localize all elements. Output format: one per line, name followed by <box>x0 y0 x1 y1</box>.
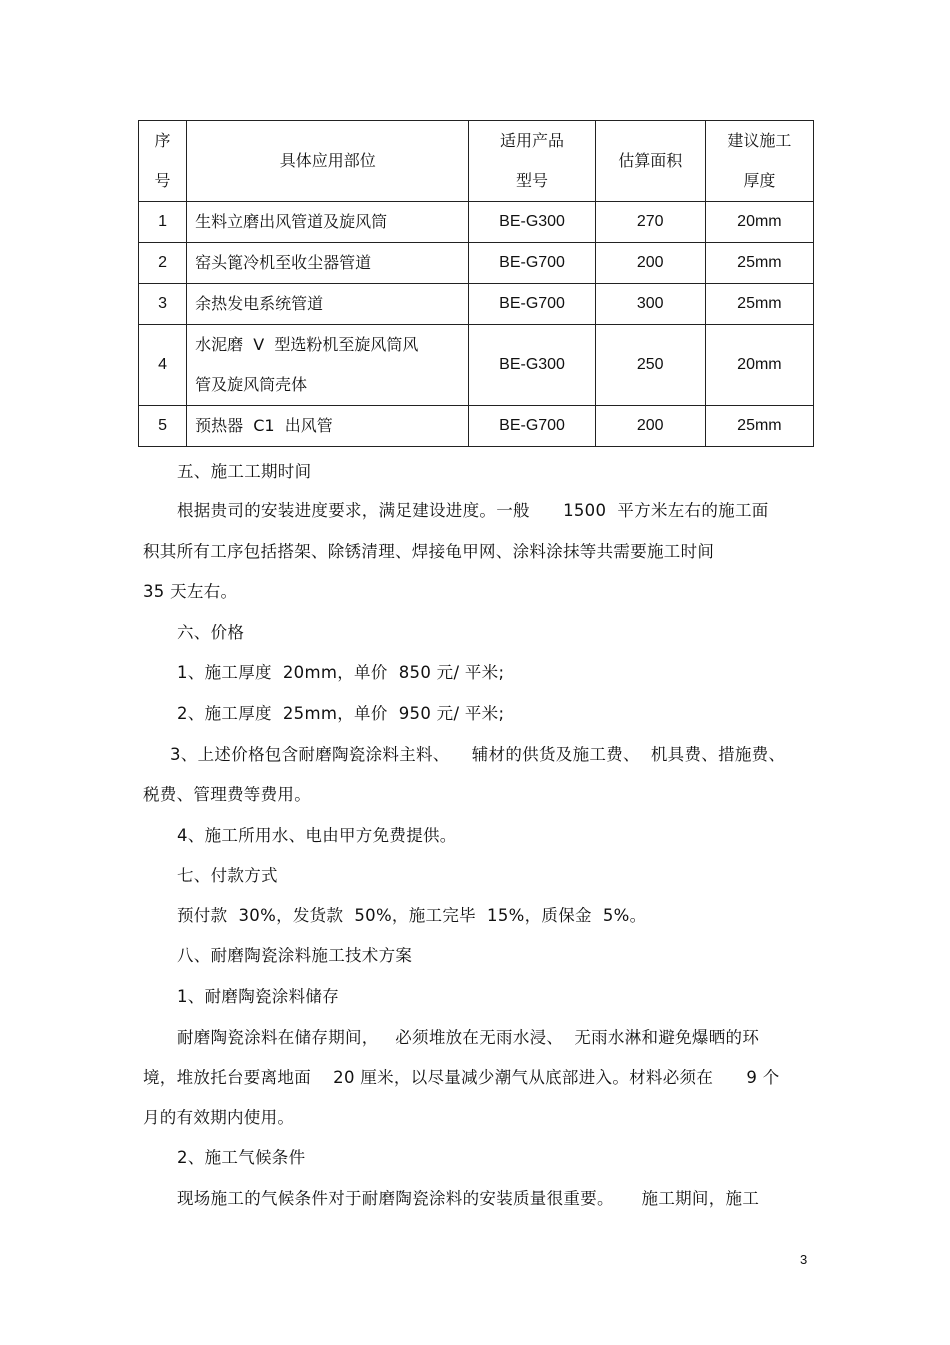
price-item: 2、施工厚度 25mm，单价 950 元/ 平米; <box>177 704 505 723</box>
cell-no: 2 <box>139 243 187 284</box>
page-number: 3 <box>800 1252 808 1267</box>
header-thickness <box>705 121 813 202</box>
cell-area: 270 <box>595 202 705 243</box>
cell-model: BE-G300 <box>469 325 595 406</box>
paragraph-line: 耐磨陶瓷涂料在储存期间， 必须堆放在无雨水浸、 无雨水淋和避免爆晒的环 <box>177 1028 760 1047</box>
section-heading-payment: 七、付款方式 <box>177 866 278 885</box>
paragraph-line: 现场施工的气候条件对于耐磨陶瓷涂料的安装质量很重要。 施工期间，施工 <box>177 1189 760 1208</box>
table-row <box>139 243 814 284</box>
header-part: 具体应用部位 <box>187 121 469 202</box>
cell-thickness: 25mm <box>705 284 813 325</box>
table-row <box>139 406 814 447</box>
header-thickness-line2: 厚度 <box>743 171 776 190</box>
cell-part <box>187 325 469 406</box>
cell-part: 预热器 C1 出风管 <box>187 406 469 447</box>
header-model-line2: 型号 <box>516 171 549 190</box>
cell-area: 300 <box>595 284 705 325</box>
cell-part: 窑头篦冷机至收尘器管道 <box>187 243 469 284</box>
paragraph-line: 境，堆放托台要离地面 20 厘米，以尽量减少潮气从底部进入。材料必须在 9 个 <box>143 1068 780 1087</box>
section-heading-plan: 八、耐磨陶瓷涂料施工技术方案 <box>177 946 413 965</box>
cell-model: BE-G700 <box>469 284 595 325</box>
paragraph-line: 预付款 30%，发货款 50%，施工完毕 15%，质保金 5%。 <box>177 906 647 925</box>
header-model-line1: 适用产品 <box>500 131 565 150</box>
cell-no: 5 <box>139 406 187 447</box>
cell-thickness: 20mm <box>705 325 813 406</box>
header-thickness-line1: 建议施工 <box>727 131 792 150</box>
table-row <box>139 284 814 325</box>
price-item: 1、施工厚度 20mm，单价 850 元/ 平米; <box>177 663 505 682</box>
table-row <box>139 325 814 406</box>
cell-part: 生料立磨出风管道及旋风筒 <box>187 202 469 243</box>
cell-area: 200 <box>595 406 705 447</box>
section-heading-price: 六、价格 <box>177 623 245 642</box>
cell-thickness: 25mm <box>705 243 813 284</box>
cell-model: BE-G300 <box>469 202 595 243</box>
paragraph-line: 月的有效期内使用。 <box>143 1108 295 1127</box>
cell-thickness: 20mm <box>705 202 813 243</box>
cell-no: 3 <box>139 284 187 325</box>
header-area: 估算面积 <box>595 121 705 202</box>
paragraph-line: 税费、管理费等费用。 <box>143 785 311 804</box>
header-no <box>139 121 187 202</box>
cell-part-line1: 水泥磨 V 型选粉机至旋风筒风 <box>195 335 419 354</box>
cell-part-line2: 管及旋风筒壳体 <box>195 375 308 394</box>
subsection-heading: 2、施工气候条件 <box>177 1148 306 1167</box>
paragraph-line: 35 天左右。 <box>143 582 238 601</box>
table-header-row <box>139 121 814 202</box>
cell-model: BE-G700 <box>469 406 595 447</box>
cell-area: 250 <box>595 325 705 406</box>
price-item: 4、施工所用水、电由甲方免费提供。 <box>177 826 457 845</box>
cell-no: 1 <box>139 202 187 243</box>
cell-thickness: 25mm <box>705 406 813 447</box>
paragraph-line: 积其所有工序包括搭架、除锈清理、焊接龟甲网、涂料涂抹等共需要施工时间 <box>143 542 715 561</box>
application-table <box>138 120 814 447</box>
cell-no: 4 <box>139 325 187 406</box>
table-row <box>139 202 814 243</box>
header-model <box>469 121 595 202</box>
header-no-line1: 序 <box>154 131 171 150</box>
cell-model: BE-G700 <box>469 243 595 284</box>
section-heading-schedule: 五、施工工期时间 <box>177 462 312 481</box>
price-item: 3、上述价格包含耐磨陶瓷涂料主料、 辅材的供货及施工费、 机具费、措施费、 <box>170 745 786 764</box>
header-no-line2: 号 <box>154 171 171 190</box>
cell-area: 200 <box>595 243 705 284</box>
paragraph-line: 根据贵司的安装进度要求，满足建设进度。一般 1500 平方米左右的施工面 <box>177 501 769 520</box>
cell-part: 余热发电系统管道 <box>187 284 469 325</box>
subsection-heading: 1、耐磨陶瓷涂料储存 <box>177 987 339 1006</box>
